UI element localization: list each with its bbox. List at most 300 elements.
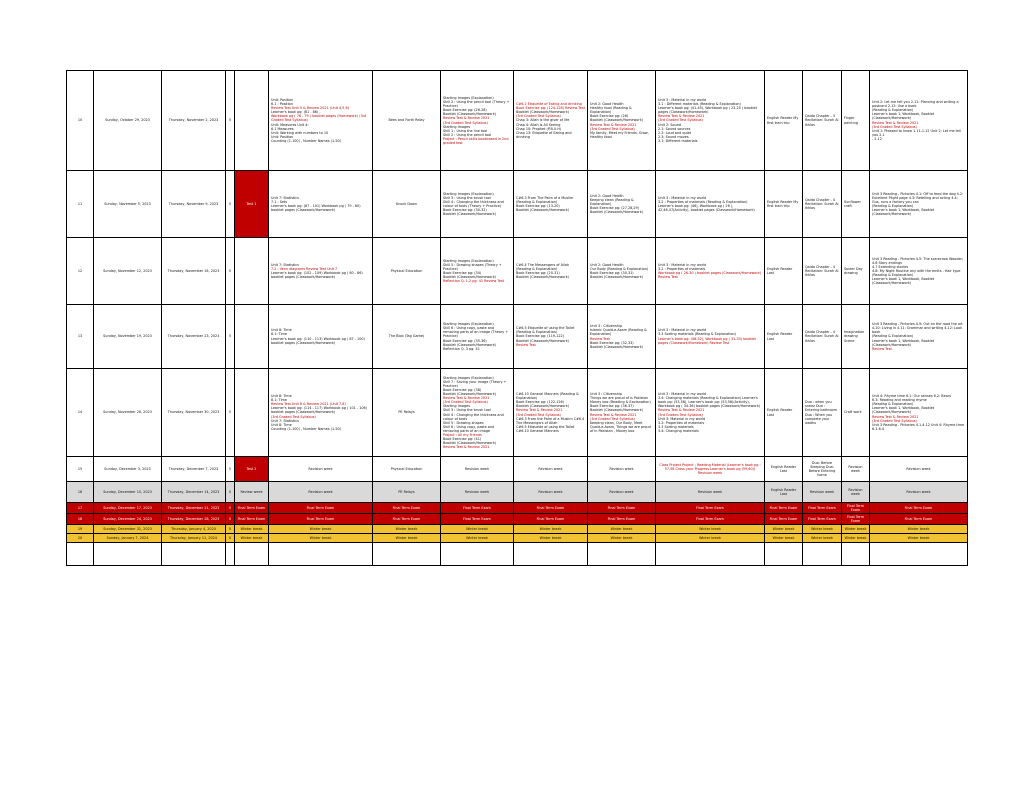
week-end-date: Thursday, November 23, 2023: [162, 305, 226, 369]
science-plan: [588, 369, 656, 457]
english-plan-line: Booklet (Classwork/Homework): [443, 112, 497, 117]
math-plan-line: Workbook pg ( 76 - 79 ) booklet pages (Homework) (3rd Graded Test Syllabus): [271, 114, 367, 123]
math-plan-line: 7.2 : Venn diagrams Review Test Unit 7: [271, 266, 338, 271]
sst-plan-line: Review Test & Review 2021: [658, 408, 705, 413]
science-plan-line: Unit 2: Good Health: [590, 262, 624, 267]
week-number: 16: [67, 482, 94, 503]
computer-plan-line: Learner's book 1, Workbook, Booklet (Classwork/Homework): [872, 406, 935, 415]
sst-plan-line: 3.1 : Different materials (Reading & Explanation): [658, 102, 741, 107]
week-number: 15: [67, 457, 94, 482]
math-plan-line: Review Test Unit 5 & Review 2021 (Unit 4,5,6): [271, 106, 349, 111]
band-label: Final Term Exam: [235, 503, 269, 514]
urdu-plan: Qaida Chapter - 4 Recitation: Surah Al Ikhlas: [803, 171, 842, 238]
week-number: 10: [67, 71, 94, 171]
arabic-plan-line: Book Exercise pg: (119-122): [516, 334, 565, 339]
arabic-plan: Revision week: [514, 457, 588, 482]
arabic-plan-line: Chap 10: Prophet (P.B.U.H): [516, 126, 562, 131]
arabic-plan-line: C#6.10 General Manners (Reading & Explanation): [516, 392, 579, 401]
week-start-date: Sunday, December 3, 2023: [94, 457, 162, 482]
english-plan-line: Booklet (Classwork/Homework): [443, 342, 497, 347]
sst-plan-line: Learner's book pg: (46), Workbook pg ( 26 ), 42,46,47(Activity), booklet pages (Classwork/Homework): [658, 204, 755, 213]
week-row: [67, 369, 968, 457]
computer-plan-line: (3rd Graded Test Syllabus): [872, 418, 917, 423]
test-marker: [235, 305, 269, 369]
computer-plan-line: Unit 1: Pleased to know 1.11-1.12 Unit 2: Let me tell you 2.1: [872, 128, 961, 137]
week-end-date: Thursday, December 28, 2023: [162, 514, 226, 525]
math-plan-line: Learner's book pg: (114 - 117) Workbook pg ( 101 - 106) booklet pages (Classwork/Homework): [271, 406, 368, 415]
test-marker: [235, 71, 269, 171]
band-label: Final Term Exam: [803, 514, 842, 525]
computer-plan-line: (Reading & Explanation): [872, 402, 914, 407]
week-start-date: Sunday, January 7, 2024: [94, 534, 162, 543]
exam-row: [67, 503, 968, 514]
empty-cell: [765, 543, 803, 566]
math-plan: [269, 369, 373, 457]
math-plan-line: Unit 8: Time: [271, 328, 292, 333]
week-number: 17: [67, 503, 94, 514]
band-label: Winter break: [441, 525, 514, 534]
working-days: 5: [226, 503, 235, 514]
reader-plan: English Reader Lost: [765, 238, 803, 305]
empty-cell: [870, 543, 968, 566]
math-plan-line: Counting (1-100) , Number Names (1-50): [271, 426, 342, 431]
english-plan-line: Skill 4 : Changing the thickness and colour of tools (Theory + Practice): [443, 199, 504, 208]
empty-cell: [656, 543, 765, 566]
week-start-date: Sunday, December 17, 2023: [94, 503, 162, 514]
week-end-date: Thursday, November 2, 2023: [162, 71, 226, 171]
sst-plan-line: Learner's book pg: (48-52), Workbook pg ( 31-33) booklet pages (Classwork/Homework) Review Test: [658, 336, 756, 345]
sst-plan-line: 3.3 Sorting materials: [658, 424, 694, 429]
week-start-date: Sunday, December 10, 2023: [94, 482, 162, 503]
science-plan-line: Review Test & Review 2021: [590, 412, 637, 417]
band-label: Final Term Exam: [870, 503, 968, 514]
science-plan: [588, 71, 656, 171]
week-number: 13: [67, 305, 94, 369]
working-days: 5: [226, 514, 235, 525]
arabic-plan: [514, 238, 588, 305]
sst-plan-line: (3rd Graded Test Syllabus): [658, 412, 703, 417]
math-plan-line: Learner's book pg: (102 - 109) Workbook pg ( 80 - 86) booklet pages (Classwork/Homework): [271, 271, 363, 280]
computer-plan-line: Review Test: [872, 346, 892, 351]
band-label: Winter break: [514, 534, 588, 543]
pe-plan: Physical Education: [373, 457, 441, 482]
test-marker: Test 2: [235, 457, 269, 482]
reader-plan: English Reader Lost: [765, 369, 803, 457]
english-plan-line: Skill 2 : Using the pencil tool: [443, 132, 492, 137]
science-plan-line: Review Test & Review 2021: [590, 122, 637, 127]
computer-plan-line: Unit 2: Let me tell you 2.11: Planning and writing a postcard 2.12: Use a book: [872, 100, 959, 109]
week-number: 12: [67, 238, 94, 305]
computer-plan-line: Unit 3 Reading - Pictories 4.1-4.12 Unit 4: Rhyme time 6.1-6.4: [872, 422, 965, 431]
computer-plan-line: Learner's book 1, Workbook, Booklet (Classwork/Homework): [872, 112, 935, 121]
band-label: Winter break: [842, 525, 870, 534]
english-plan-line: Skill 6 : Using copy, paste and removing parts of an image: [443, 424, 495, 433]
week-end-date: Thursday, January 4, 2024: [162, 525, 226, 534]
math-plan-line: (3rd Graded Test Syllabus): [271, 414, 316, 419]
empty-cell: [373, 543, 441, 566]
sst-plan-line: 3.2: Properties of materials: [658, 420, 705, 425]
math-plan-line: 7.1 : Sets: [271, 199, 288, 204]
band-label: Winter break: [656, 525, 765, 534]
empty-cell: [441, 543, 514, 566]
science-plan-line: My family, Meet my Friends, Grow, Healthy food: [590, 130, 649, 139]
computer-plan: [870, 71, 968, 171]
science-plan: [588, 171, 656, 238]
english-plan-line: Starting Images: [443, 404, 470, 409]
week-start-date: Sunday, November 19, 2023: [94, 305, 162, 369]
band-label: Winter break: [870, 525, 968, 534]
science-plan-line: Unit 3 : Citizenship: [590, 392, 623, 397]
band-label: Final Term Exam: [269, 514, 373, 525]
week-number: 20: [67, 534, 94, 543]
sst-plan-line: 2.2: Loud and quiet: [658, 130, 692, 135]
science-plan: [588, 238, 656, 305]
arabic-plan-line: Book Exercise pg: (20-31): [516, 271, 560, 275]
sst-plan: Class Project Project ; Reading Material (Learner's book pg : 57,58 Cross your Progress Learner's book pg (59,60)) Revision week: [656, 457, 765, 482]
english-plan-line: Booklet (Classwork/Homework): [443, 212, 497, 217]
band-label: Final Term Exam: [269, 503, 373, 514]
math-plan-line: Unit 7: Statistics: [271, 195, 299, 200]
english-plan-line: Project : Pencil skills bookbased in 2nd graded test: [443, 136, 509, 145]
urdu-plan: Dua : when you sneez Dua : Entering bathroom Dua : When you complete your wadhu: [803, 369, 842, 457]
sst-plan: [656, 238, 765, 305]
arabic-plan-line: (3rd Graded Test Syllabus): [516, 412, 561, 417]
math-plan: Revision week: [269, 457, 373, 482]
band-label: Winter break: [870, 534, 968, 543]
computer-plan-line: Learner's book 1, Workbook, Booklet (Classwork/Homework): [872, 338, 935, 347]
band-label: Winter break: [656, 534, 765, 543]
science-plan-line: Review Test: [590, 336, 610, 341]
urdu-plan: Dua: Before Sleeping Dua: Before Entering home: [803, 457, 842, 482]
sst-plan-line: Unit 2: Sound: [658, 122, 682, 127]
art-plan: Craft work: [842, 369, 870, 457]
test-marker: Review week: [235, 482, 269, 503]
english-plan: Revision week: [441, 457, 514, 482]
english-plan-line: Skill 5 : Drawing shapes: [443, 420, 484, 425]
science-plan-line: Booklet (Classwork/Homework): [590, 408, 644, 413]
week-end-date: Thursday, November 9, 2023: [162, 171, 226, 238]
math-plan-line: 6.1 : Position: [271, 102, 293, 107]
week-row: [67, 238, 968, 305]
science-plan-line: (3rd Graded Test Syllabus): [590, 416, 635, 421]
arabic-plan-line: Book Exercise pg: (122-126): [516, 400, 565, 405]
english-plan-line: Skill 1 : Using the line tool: [443, 128, 488, 133]
urdu-plan: Qaida Chapter - 3 Recitation: Surah Al Ikhlas: [803, 71, 842, 171]
english-plan-line: Skill 3 : Using the brush tool: [443, 195, 491, 200]
english-plan-line: Skill 6 : Using copy, paste and removing parts of an image (Theory + Practice): [443, 326, 509, 339]
pe-plan: Knock Down: [373, 171, 441, 238]
math-plan: [269, 238, 373, 305]
empty-cell: [67, 543, 94, 566]
english-plan-line: Book Exercise pg: (34): [443, 271, 482, 275]
computer-plan-line: Learner's book 1, Workbook, Booklet (Classwork/Homework): [872, 208, 935, 217]
sst-plan-line: Review Test & Review 2021: [658, 114, 705, 119]
band-label: Final Term Exam: [441, 514, 514, 525]
english-plan-line: Reflection Q. 3 pg: 41: [443, 346, 480, 351]
band-label: Final Term Exam: [588, 514, 656, 525]
band-label: Final Term Exam: [514, 503, 588, 514]
english-plan: [441, 238, 514, 305]
week-number: 14: [67, 369, 94, 457]
band-label: Final Term Exam: [588, 503, 656, 514]
math-plan-line: Unit 8: Time: [271, 394, 292, 399]
empty-cell: [588, 543, 656, 566]
math-plan-line: Unit 7: Statistics: [271, 262, 299, 267]
arabic-plan-line: C#6.3 From the Palm of a Muslim C#6.4 The Messengers of Allah: [516, 416, 585, 425]
sst-plan: [656, 71, 765, 171]
week-row: [67, 305, 968, 369]
arabic-plan-line: C#6.2 Etiquette of Eating and drinking Book Exercise pg: (124-128) Review Test: [516, 102, 585, 111]
band-label: Final Term Exam: [870, 514, 968, 525]
week-end-date: Thursday, December 14, 2023: [162, 482, 226, 503]
sst-plan-line: 3.4: Changing materials: [658, 428, 699, 433]
sst-plan-line: Unit 3 : Material in my world: [658, 97, 707, 102]
science-plan-line: (3rd Graded Test Syllabus): [590, 126, 635, 131]
band-label: Final Term Exam: [765, 503, 803, 514]
english-plan-line: Project : All my Friends: [443, 432, 482, 437]
english-plan-line: Starting Images (Explanation): [443, 258, 494, 263]
computer-plan-line: Learner's book 1, Workbook, Booklet (Classwork/Homework): [872, 277, 935, 286]
week-start-date: Sunday, December 24, 2023: [94, 514, 162, 525]
english-plan-line: Booklet (Classwork/Homework): [443, 441, 497, 446]
arabic-plan: [514, 305, 588, 369]
arabic-plan-line: Chap 13: Etiquette of Eating and drinking: [516, 130, 572, 139]
band-label: Winter break: [765, 525, 803, 534]
art-plan: Revision week: [842, 457, 870, 482]
winter-break-row: [67, 534, 968, 543]
band-label: Final Term Exam: [656, 514, 765, 525]
band-label: Winter break: [441, 534, 514, 543]
english-plan-line: Skill 2 : Using the pencil tool (Theory + Practice): [443, 100, 510, 109]
arabic-plan-line: Review Test: [516, 342, 536, 347]
sst-plan-line: 3.2 : Properties of materials (Reading & Explanation): [658, 199, 748, 204]
math-plan-line: Review Test Unit 8 & Review 2021 (Unit 7,8): [271, 402, 346, 407]
math-plan: Revision week: [269, 482, 373, 503]
art-plan: Revision week: [842, 482, 870, 503]
english-plan-line: Starting Images (Explanation): [443, 191, 494, 196]
sst-plan-line: Unit 3: Material in my world: [658, 416, 706, 421]
band-label: Winter break: [588, 534, 656, 543]
band-label: Winter break: [842, 534, 870, 543]
english-plan-line: (3rd Graded Test Syllabus): [443, 400, 488, 405]
computer-plan: Revision week: [870, 457, 968, 482]
band-label: Winter break: [803, 525, 842, 534]
sst-plan: [656, 305, 765, 369]
math-plan: [269, 171, 373, 238]
computer-plan-line: Unit 3 Reading - Pictories 4.5: The scarecrow Wooden: [872, 256, 963, 261]
science-plan: [588, 305, 656, 369]
week-start-date: Sunday, November 26, 2023: [94, 369, 162, 457]
band-label: Final Term Exam: [235, 514, 269, 525]
computer-plan-line: Unit 4: Rhyme time 6.1: Our senses 6.2: Bears: [872, 394, 951, 399]
sst-plan-line: 3.2 : Properties of materials: [658, 266, 706, 271]
arabic-plan-line: C#6.4 The Messengers of Allah (Reading & Explanation): [516, 262, 570, 271]
english-plan: [441, 369, 514, 457]
revision-row: [67, 457, 968, 482]
empty-cell: [269, 543, 373, 566]
sst-plan-line: 3.1: Different materials: [658, 138, 698, 143]
working-days: 0: [226, 534, 235, 543]
reader-plan: English Reader My first train trip: [765, 171, 803, 238]
pe-plan: Physical Education: [373, 238, 441, 305]
art-plan: Imagination drawing Scene: [842, 305, 870, 369]
arabic-plan: [514, 171, 588, 238]
science-plan: Revision week: [588, 457, 656, 482]
band-label: Final Term Exam: [842, 514, 870, 525]
computer-plan-line: (Reading & Explanation): [872, 108, 914, 113]
week-number: 19: [67, 525, 94, 534]
arabic-plan-line: Chap 4: Allah is All Seeing: [516, 122, 561, 127]
computer-plan-line: Unit 3 Reading - Pictories 4.1: Off to feed the dog 4.2: Excellent Plight page 4.3: Retelling and acting 4.4: Gus, runs a factory you can: [872, 191, 964, 204]
computer-plan-line: 4.6 Story endings: [872, 260, 902, 265]
math-plan-line: Counting (1-100) , Number Names (1-50): [271, 138, 342, 143]
science-plan-line: Booklet (Classwork/Homework): [590, 275, 644, 280]
arabic-plan-line: C#6.3 From The Palm of a Muslim (Reading & Explanation): [516, 195, 574, 204]
band-label: Winter break: [235, 534, 269, 543]
art-plan: Finger painting: [842, 71, 870, 171]
sst-plan-line: Workbook pg ( 26-30 ) booklet pages (Classwork/Homework) Review Test: [658, 271, 762, 280]
computer-plan: [870, 369, 968, 457]
arabic-plan-line: Booklet (Classwork/Homework): [516, 275, 570, 280]
band-label: Winter break: [588, 525, 656, 534]
band-label: Final Term Exam: [656, 503, 765, 514]
empty-cell: [226, 543, 235, 566]
reader-plan: English Reader Lost: [765, 482, 803, 503]
computer-plan-line: (Reading & Explanation): [872, 204, 914, 208]
sst-plan-line: Unit 3 : Material in my world: [658, 392, 707, 397]
arabic-plan-line: (3rd Graded Test Syllabus): [516, 114, 561, 119]
math-plan: [269, 305, 373, 369]
working-days: 0: [226, 525, 235, 534]
computer-plan-line: - 2.12: [872, 136, 882, 141]
english-plan-line: Starting Images (Explanation): [443, 375, 494, 380]
band-label: Winter break: [373, 534, 441, 543]
science-plan-line: Book Exercise pg: (36-37): [590, 404, 634, 409]
revision-row: [67, 482, 968, 503]
empty-cell: [514, 543, 588, 566]
arabic-plan-line: Booklet (Classwork/Homework): [516, 208, 570, 213]
english-plan-line: Skill 4 : Changing the thickness and colour of tools: [443, 412, 504, 421]
science-plan-line: Booklet (Classwork/Homework): [590, 344, 644, 349]
empty-cell: [162, 543, 226, 566]
pe-plan: PE Relays: [373, 482, 441, 503]
science-plan-line: Book Exercise pg: (26): [590, 114, 629, 119]
math-plan-line: Learner's book pg: (110 - 113) Workbook pg ( 87 - 100) booklet pages (Classwork/Homework): [271, 336, 365, 345]
reader-plan: English Reader My first train trip: [765, 71, 803, 171]
arabic-plan-line: Booklet (Classwork/Homework): [516, 110, 570, 115]
arabic-plan-line: Booklet (Classwork/Homework): [516, 338, 570, 343]
week-number: 11: [67, 171, 94, 238]
pe-plan: The Blob (Tag Game): [373, 305, 441, 369]
art-plan: Sunflower craft: [842, 171, 870, 238]
working-days: 5: [226, 305, 235, 369]
computer-plan: [870, 238, 968, 305]
empty-cell: [94, 543, 162, 566]
science-plan-line: Islamic Quaid-e-Azam (Reading & Explanation): [590, 328, 647, 337]
arabic-plan-line: Chap 3: Allah is the giver of life: [516, 118, 570, 123]
week-start-date: Sunday, October 29, 2023: [94, 71, 162, 171]
computer-plan: Revision week: [870, 482, 968, 503]
science-plan-line: Things we are proud of is Pakistan Money box (Reading & Explanation): [590, 396, 651, 405]
math-plan-line: 6.1 Measures: [271, 126, 294, 131]
test-marker: [235, 238, 269, 305]
science-plan-line: Book Exercise pg: (27,28,29): [590, 206, 639, 211]
sst-plan: [656, 171, 765, 238]
computer-plan-line: 4.7 Extending stories: [872, 264, 909, 269]
english-plan-line: Book Exercise pg: (35-36): [443, 338, 487, 343]
band-label: Final Term Exam: [441, 503, 514, 514]
sst-plan-line: 2.3: Sound moves: [658, 134, 689, 139]
pe-plan: Bees and Forth Relay: [373, 71, 441, 171]
blank-row: [67, 543, 968, 566]
sst-plan: [656, 369, 765, 457]
week-end-date: Thursday, January 11, 2024: [162, 534, 226, 543]
arabic-plan-line: Review Test & Review 2021: [516, 408, 563, 413]
test-marker: [235, 369, 269, 457]
week-end-date: Thursday, November 30, 2023: [162, 369, 226, 457]
art-plan: Spider Day drawing: [842, 238, 870, 305]
arabic-plan-line: C#6.5 Etiquette of using the Toilet (Reading & Explanation): [516, 326, 575, 335]
english-plan-line: Skill 5 : Drawing shapes (Theory + Practice): [443, 262, 502, 271]
english-plan: Revision week: [441, 482, 514, 503]
english-plan-line: Skill 7 : Saving your image (Theory + Practice): [443, 379, 507, 388]
band-label: Winter break: [269, 525, 373, 534]
math-plan: [269, 71, 373, 171]
winter-break-row: [67, 525, 968, 534]
english-plan-line: Book Exercise pg: (38): [443, 387, 482, 392]
math-plan-line: Unit: Working with numbers to 10: [271, 130, 329, 135]
english-plan-line: Starting Images (Explanation): [443, 95, 494, 100]
english-plan-line: Book Exercise pg: (30-32): [443, 208, 487, 213]
band-label: Final Term Exam: [842, 503, 870, 514]
science-plan-line: Keeping clean, Our Body, Meet Quaid-e-Azam, Things we are proud of in Pakistan , Money box: [590, 420, 651, 433]
computer-plan-line: Review Test & Review 2021: [872, 120, 919, 125]
sst-plan-line: 2.1: Sound sources: [658, 126, 691, 131]
science-plan-line: Book Exercise pg: (32,33): [590, 340, 634, 345]
sst-plan-line: 3.4: Changing materials (Reading & Explanation) Learner's book pg: (53,56), Learner's book pg: (53,56)(Activity), Workbook pg ( 34-36) booklet pages (Classwork/Homework): [658, 396, 761, 409]
reader-plan: English Reader Lost: [765, 305, 803, 369]
week-end-date: Thursday, December 7, 2023: [162, 457, 226, 482]
arabic-plan: [514, 71, 588, 171]
computer-plan-line: Unit 3 Reading - Pictories 4.9: Out on the road the art 4.10: Living in 4.11: Grammar and writing 4.12: Look book: [872, 322, 963, 335]
week-start-date: Sunday, November 12, 2023: [94, 238, 162, 305]
urdu-plan: Qaida Chapter - 4 Recitation: Surah Al Ikhlas: [803, 238, 842, 305]
sst-plan: Revision week: [656, 482, 765, 503]
week-end-date: Thursday, November 16, 2023: [162, 238, 226, 305]
computer-plan: [870, 305, 968, 369]
english-plan-line: Book Exercise pg: (41): [443, 437, 482, 442]
sst-plan-line: Unit 3 : Material in my world: [658, 262, 707, 267]
math-plan-line: Unit 8: Time: [271, 422, 292, 427]
urdu-plan: Qaida Chapter - 4 Recitation: Surah Al Ikhlas: [803, 305, 842, 369]
band-label: Winter break: [803, 534, 842, 543]
band-label: Final Term Exam: [373, 514, 441, 525]
english-plan-line: Review Test & Review 2021: [443, 116, 490, 121]
english-plan-line: Booklet (Classwork/Homework): [443, 392, 497, 397]
band-label: Winter break: [235, 525, 269, 534]
sst-plan-line: Learner's book pg: (41-45), Workbook pg ( 23-25 ) booklet pages (Classwork/Homework): [658, 106, 757, 115]
arabic-plan-line: Book Exercise pg: (13-20): [516, 204, 560, 208]
arabic-plan-line: C#6.5 Etiquette of using the Toilet C#6.10 General Manners: [516, 424, 575, 433]
science-plan-line: Keeping clean (Reading & Explanation): [590, 197, 634, 206]
english-plan: [441, 305, 514, 369]
english-plan-line: Skill 3 : Using the brush tool: [443, 408, 491, 413]
sst-plan-line: Unit 3 : Material in my world: [658, 195, 707, 200]
math-plan-line: Unit 7: Statistics: [271, 418, 299, 423]
english-plan-line: Booklet (Classwork/Homework): [443, 275, 497, 280]
computer-plan-line: (Reading & Explanation): [872, 273, 914, 278]
computer-plan-line: 4.8: My Night Routine any with the emits - Hair type: [872, 268, 961, 273]
